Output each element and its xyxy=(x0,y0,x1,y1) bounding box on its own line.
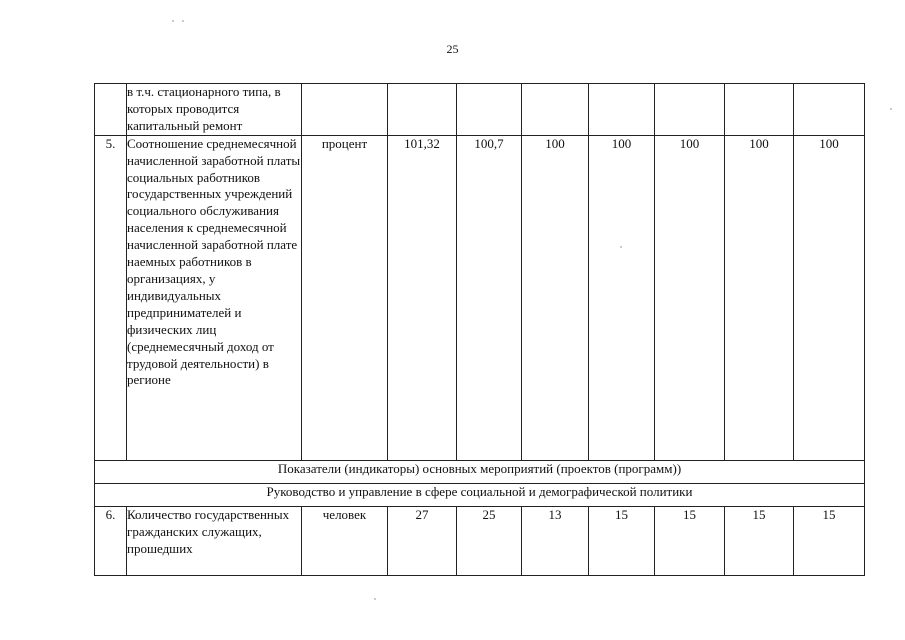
indicator-name: в т.ч. стационарного типа, в которых проводится капитальный ремонт xyxy=(127,84,302,136)
indicator-name: Количество государственных гражданских служащих, прошедших xyxy=(127,506,302,575)
scan-speck xyxy=(620,246,622,248)
scan-speck xyxy=(890,108,892,110)
value-cell: 100 xyxy=(794,135,865,460)
row-number: 6. xyxy=(95,506,127,575)
value-cell: 15 xyxy=(655,506,725,575)
value-cell: 100 xyxy=(725,135,794,460)
scan-speck xyxy=(374,598,376,600)
table-row-5 xyxy=(95,135,865,460)
value-cell: 15 xyxy=(725,506,794,575)
value-cell: 100 xyxy=(655,135,725,460)
table-row-6 xyxy=(95,506,865,575)
value-cell: 100,7 xyxy=(457,135,522,460)
indicator-name: Соотношение среднемесячной начисленной заработной платы социальных работников государственных учреждений социального обслуживания населения к среднемесячной начисленной заработной плате наемных работников в организациях, у индивидуальных предпринимателей и физических лиц (среднемесячный доход от трудовой деятельности) в регионе xyxy=(127,135,302,460)
value-cell: 100 xyxy=(589,135,655,460)
value-cell: 27 xyxy=(388,506,457,575)
unit-cell: процент xyxy=(302,135,388,460)
section-row xyxy=(95,483,865,506)
table-row-continued xyxy=(95,84,865,136)
value-cell: 15 xyxy=(589,506,655,575)
value-cell xyxy=(655,84,725,136)
value-cell: 25 xyxy=(457,506,522,575)
value-cell: 15 xyxy=(794,506,865,575)
scan-speck xyxy=(172,20,174,22)
indicators-table xyxy=(94,83,865,576)
value-cell: 101,32 xyxy=(388,135,457,460)
value-cell: 100 xyxy=(522,135,589,460)
section-heading: Показатели (индикаторы) основных мероприятий (проектов (программ)) xyxy=(95,460,865,483)
unit-cell: человек xyxy=(302,506,388,575)
value-cell xyxy=(725,84,794,136)
value-cell xyxy=(794,84,865,136)
section-row xyxy=(95,460,865,483)
unit-cell xyxy=(302,84,388,136)
page-number: 25 xyxy=(446,42,459,56)
row-number: 5. xyxy=(95,135,127,460)
value-cell xyxy=(589,84,655,136)
value-cell xyxy=(388,84,457,136)
scan-speck xyxy=(182,20,184,22)
value-cell xyxy=(457,84,522,136)
row-number xyxy=(95,84,127,136)
value-cell: 13 xyxy=(522,506,589,575)
section-heading: Руководство и управление в сфере социальной и демографической политики xyxy=(95,483,865,506)
value-cell xyxy=(522,84,589,136)
